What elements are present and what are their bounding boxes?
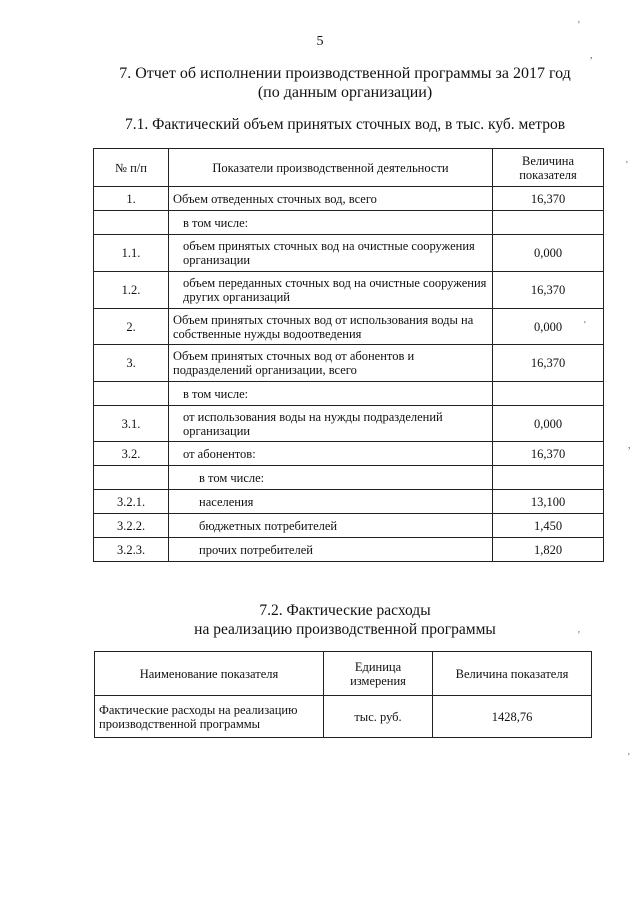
row-number bbox=[94, 211, 169, 235]
table-row bbox=[94, 466, 604, 490]
page-number: 5 bbox=[316, 34, 324, 49]
section-7-2-title bbox=[95, 601, 595, 639]
row-value bbox=[493, 211, 604, 235]
row-number: 3. bbox=[94, 345, 169, 382]
row-value bbox=[493, 382, 604, 406]
table-row bbox=[94, 187, 604, 211]
header-name: Наименование показателя bbox=[95, 652, 324, 696]
row-value: 16,370 bbox=[493, 187, 604, 211]
title-line-1: 7. Отчет об исполнении производственной программы за 2017 год bbox=[119, 65, 571, 82]
row-name: Фактические расходы на реализацию производственной программы bbox=[95, 696, 324, 738]
row-number bbox=[94, 466, 169, 490]
row-number: 1.2. bbox=[94, 272, 169, 309]
scan-speck: ' bbox=[584, 320, 586, 331]
row-number: 3.2.3. bbox=[94, 538, 169, 562]
row-value: 13,100 bbox=[493, 490, 604, 514]
table-row bbox=[94, 406, 604, 442]
scan-speck: ' bbox=[578, 630, 580, 641]
table-row bbox=[94, 211, 604, 235]
row-value: 0,000 bbox=[493, 406, 604, 442]
scan-speck: , bbox=[628, 440, 631, 451]
header-value: Величина показателя bbox=[493, 149, 604, 187]
table-row bbox=[94, 538, 604, 562]
row-value: 16,370 bbox=[493, 442, 604, 466]
row-label: объем переданных сточных вод на очистные сооружения других организаций bbox=[169, 272, 493, 309]
table-row bbox=[94, 272, 604, 309]
table-row bbox=[94, 442, 604, 466]
scan-speck: , bbox=[590, 50, 593, 61]
row-label: в том числе: bbox=[169, 211, 493, 235]
row-value: 0,000 bbox=[493, 235, 604, 272]
row-number: 3.2.2. bbox=[94, 514, 169, 538]
row-label: бюджетных потребителей bbox=[169, 514, 493, 538]
row-unit: тыс. руб. bbox=[324, 696, 433, 738]
row-label: Объем принятых сточных вод от использования воды на собственные нужды водоотведения bbox=[169, 309, 493, 345]
table-row bbox=[94, 514, 604, 538]
row-label: в том числе: bbox=[169, 466, 493, 490]
header-unit: Единица измерения bbox=[324, 652, 433, 696]
header-value: Величина показателя bbox=[433, 652, 592, 696]
row-value: 16,370 bbox=[493, 345, 604, 382]
table-row bbox=[94, 382, 604, 406]
row-label: в том числе: bbox=[169, 382, 493, 406]
row-label: населения bbox=[169, 490, 493, 514]
table-row bbox=[94, 235, 604, 272]
row-value: 16,370 bbox=[493, 272, 604, 309]
table-header-row bbox=[94, 149, 604, 187]
row-label: Объем отведенных сточных вод, всего bbox=[169, 187, 493, 211]
table-row bbox=[94, 490, 604, 514]
row-number: 3.2.1. bbox=[94, 490, 169, 514]
row-number: 2. bbox=[94, 309, 169, 345]
row-value bbox=[493, 466, 604, 490]
scan-speck: ' bbox=[626, 160, 628, 171]
row-label: объем принятых сточных вод на очистные сооружения организации bbox=[169, 235, 493, 272]
row-label: Объем принятых сточных вод от абонентов и подразделений организации, всего bbox=[169, 345, 493, 382]
scan-speck: ' bbox=[628, 752, 630, 763]
row-label: прочих потребителей bbox=[169, 538, 493, 562]
row-value: 1428,76 bbox=[433, 696, 592, 738]
section-7-1-title: 7.1. Фактический объем принятых сточных вод, в тыс. куб. метров bbox=[124, 116, 566, 133]
header-indicator: Показатели производственной деятельности bbox=[169, 149, 493, 187]
row-value: 0,000 bbox=[493, 309, 604, 345]
section-7-2-line-1: 7.2. Фактические расходы bbox=[259, 602, 431, 619]
title-line-2: (по данным организации) bbox=[257, 84, 433, 101]
wastewater-volume-table bbox=[93, 148, 604, 562]
row-value: 1,820 bbox=[493, 538, 604, 562]
row-number: 1.1. bbox=[94, 235, 169, 272]
row-number: 1. bbox=[94, 187, 169, 211]
page-title bbox=[95, 64, 595, 102]
row-number: 3.1. bbox=[94, 406, 169, 442]
row-number: 3.2. bbox=[94, 442, 169, 466]
row-label: от использования воды на нужды подразделений организации bbox=[169, 406, 493, 442]
table-header-row bbox=[95, 652, 592, 696]
table-row bbox=[95, 696, 592, 738]
table-row bbox=[94, 309, 604, 345]
scan-speck: ' bbox=[578, 20, 580, 31]
row-value: 1,450 bbox=[493, 514, 604, 538]
header-number: № п/п bbox=[94, 149, 169, 187]
section-7-2-line-2: на реализацию производственной программы bbox=[194, 621, 496, 638]
table-row bbox=[94, 345, 604, 382]
expenses-table bbox=[94, 651, 592, 738]
row-label: от абонентов: bbox=[169, 442, 493, 466]
row-number bbox=[94, 382, 169, 406]
